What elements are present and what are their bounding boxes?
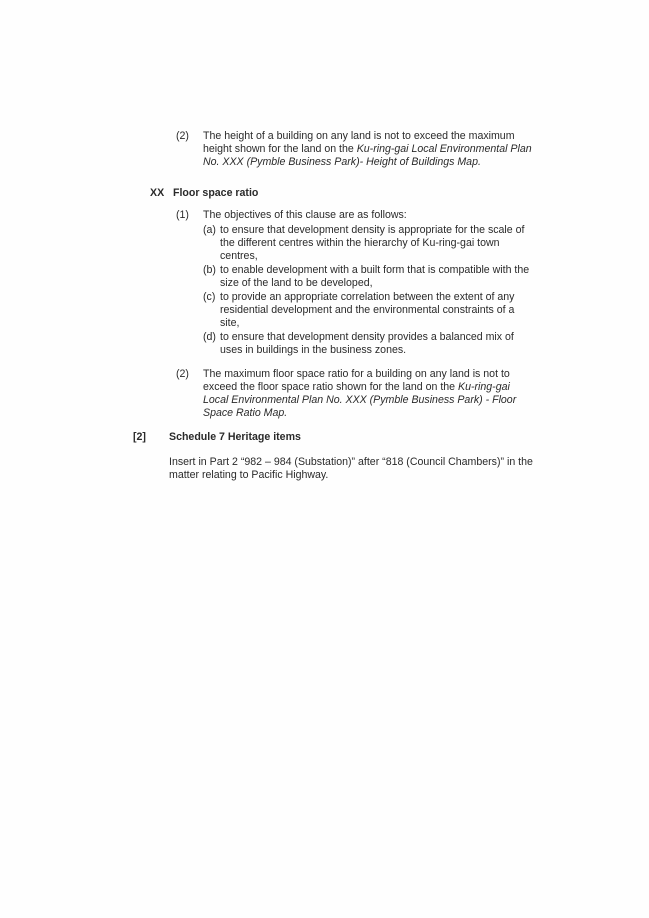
amendment-number: [2] <box>133 431 146 443</box>
fsr-line-1: The maximum floor space ratio for a building on any land is not to <box>203 368 510 380</box>
subclause-number: (2) <box>176 130 189 142</box>
height-line-3: No. XXX (Pymble Business Park)- Height of Buildings Map. <box>203 156 481 168</box>
subclause-number: (2) <box>176 368 189 380</box>
item-label: (b) <box>203 264 216 276</box>
item-label: (d) <box>203 331 216 343</box>
item-d-line-1: to ensure that development density provides a balanced mix of <box>220 331 514 343</box>
fsr-plan-name: Ku-ring-gai <box>458 381 510 393</box>
height-line-1: The height of a building on any land is not to exceed the maximum <box>203 130 515 142</box>
fsr-line-2-text: exceed the floor space ratio shown for the land on the <box>203 381 459 393</box>
item-label: (a) <box>203 224 216 236</box>
subclause-number: (1) <box>176 209 189 221</box>
item-b-line-1: to enable development with a built form that is compatible with the <box>220 264 530 276</box>
fsr-line-3: Local Environmental Plan No. XXX (Pymble Business Park) - Floor <box>203 394 517 406</box>
height-line-2 <box>203 143 532 156</box>
height-line-2-text: height shown for the land on the <box>203 143 357 155</box>
item-a-line-1: to ensure that development density is appropriate for the scale of <box>220 224 525 236</box>
item-a-line-2: the different centres within the hierarchy of Ku-ring-gai town <box>220 237 500 249</box>
objectives-intro: The objectives of this clause are as follows: <box>203 209 407 221</box>
clause-number: XX <box>150 187 165 199</box>
item-c-line-3: site, <box>220 317 240 329</box>
height-map-title: Ku-ring-gai Local Environmental Plan <box>356 143 532 155</box>
clause-heading: Floor space ratio <box>173 187 259 199</box>
amendment-line-2: matter relating to Pacific Highway. <box>169 469 329 481</box>
item-label: (c) <box>203 291 216 303</box>
item-c-line-2: residential development and the environmental constraints of a <box>220 304 515 316</box>
fsr-line-4: Space Ratio Map. <box>203 407 288 419</box>
item-c-line-1: to provide an appropriate correlation between the extent of any <box>220 291 515 303</box>
item-d-line-2: uses in buildings in the business zones. <box>220 344 407 356</box>
fsr-line-2 <box>203 381 510 394</box>
amendment-heading: Schedule 7 Heritage items <box>169 431 301 443</box>
item-a-line-3: centres, <box>220 250 258 262</box>
item-b-line-2: size of the land to be developed, <box>220 277 373 289</box>
amendment-line-1: Insert in Part 2 “982 – 984 (Substation)” after “818 (Council Chambers)” in the <box>169 456 533 468</box>
